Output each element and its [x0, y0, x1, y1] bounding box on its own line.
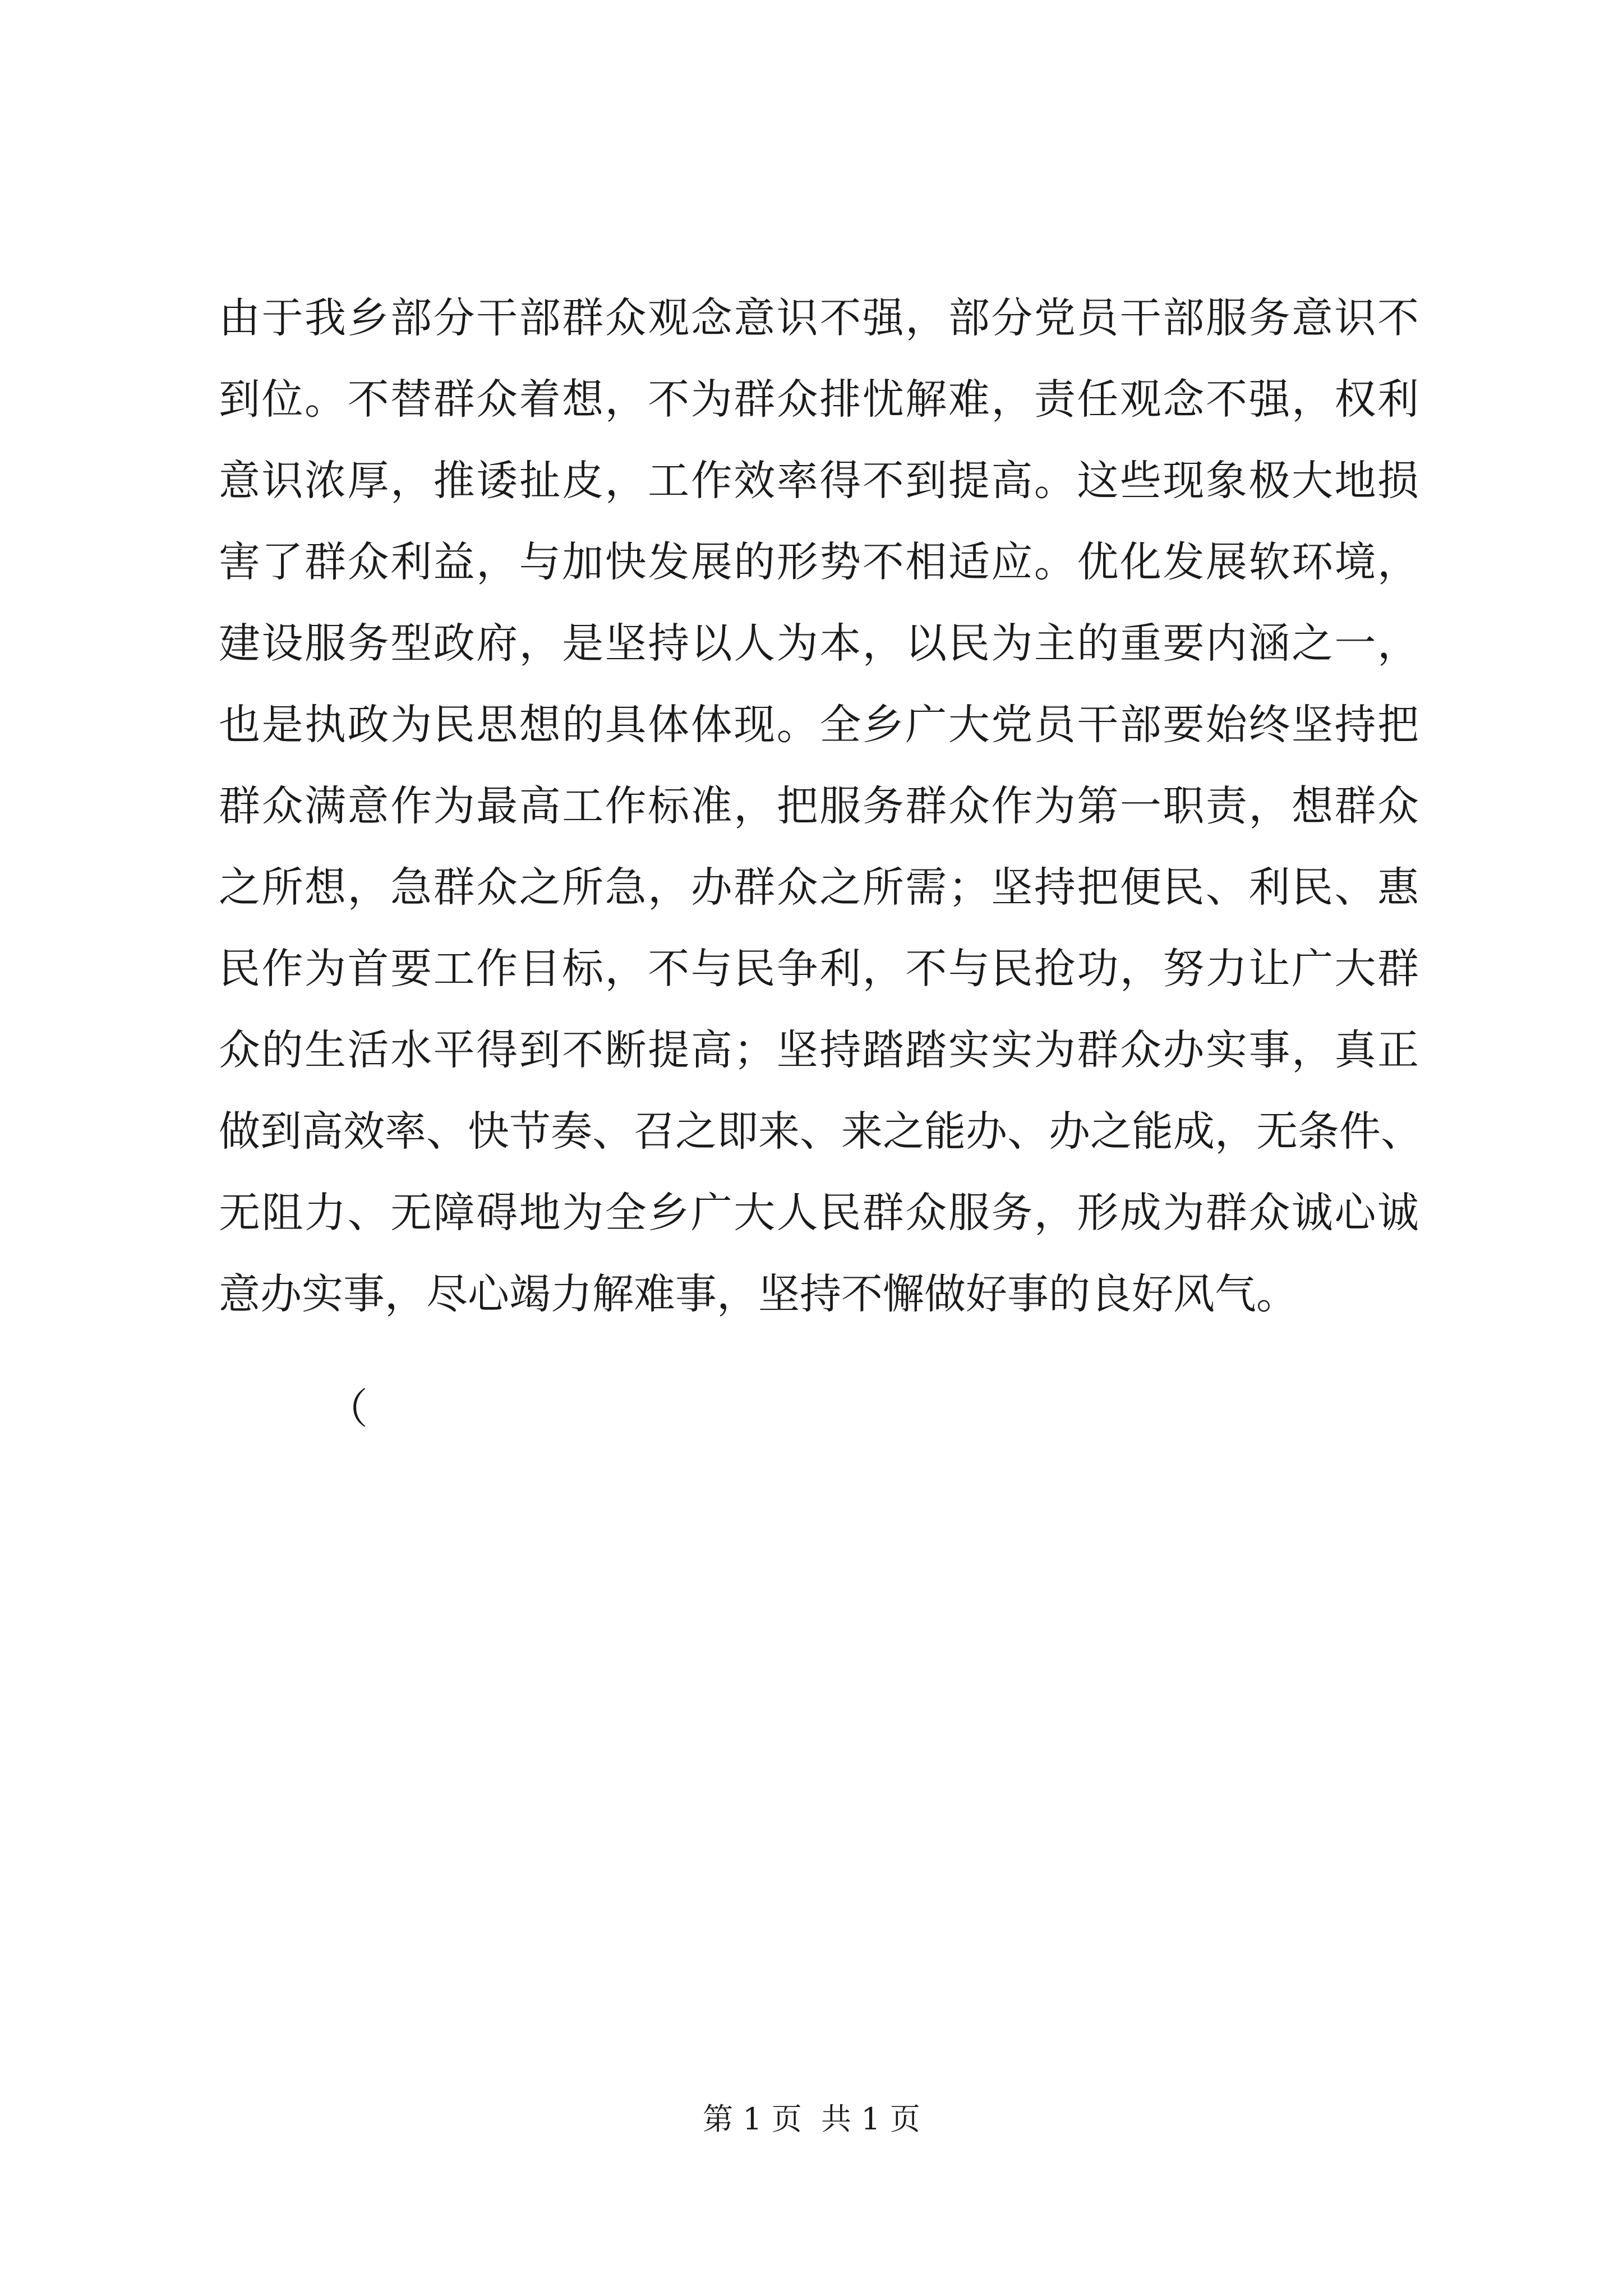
body-paragraph	[219, 278, 1422, 1335]
text-line: 意办实事，尽心竭力解难事，坚持不懈做好事的良好风气。	[219, 1270, 1298, 1318]
text-line: 众的生活水平得到不断提高；坚持踏踏实实为群众办实事，真正	[219, 1026, 1419, 1074]
text-line: 也是执政为民思想的具体体现。全乡广大党员干部要始终坚持把	[219, 701, 1419, 749]
text-line: 做到高效率、快节奏、召之即来、来之能办、办之能成，无条件、	[219, 1107, 1422, 1156]
text-line: 由于我乡部分干部群众观念意识不强，部分党员干部服务意识不	[219, 294, 1419, 342]
text-line: 无阻力、无障碍地为全乡广大人民群众服务，形成为群众诚心诚	[219, 1189, 1419, 1237]
text-line: 害了群众利益，与加快发展的形势不相适应。优化发展软环境，	[219, 538, 1419, 586]
text-line: 之所想，急群众之所急，办群众之所需；坚持把便民、利民、惠	[219, 863, 1419, 912]
text-line: 到位。不替群众着想，不为群众排忧解难，责任观念不强，权利	[219, 375, 1419, 424]
trailing-parenthesis: （	[326, 1385, 368, 1433]
text-line: 意识浓厚，推诿扯皮，工作效率得不到提高。这些现象极大地损	[219, 457, 1419, 505]
page-number-footer: 第 1 页 共 1 页	[703, 2101, 920, 2137]
text-line: 群众满意作为最高工作标准，把服务群众作为第一职责，想群众	[219, 782, 1419, 830]
text-line: 建设服务型政府，是坚持以人为本，以民为主的重要内涵之一，	[219, 619, 1419, 668]
text-line: 民作为首要工作目标，不与民争利，不与民抢功，努力让广大群	[219, 945, 1419, 993]
